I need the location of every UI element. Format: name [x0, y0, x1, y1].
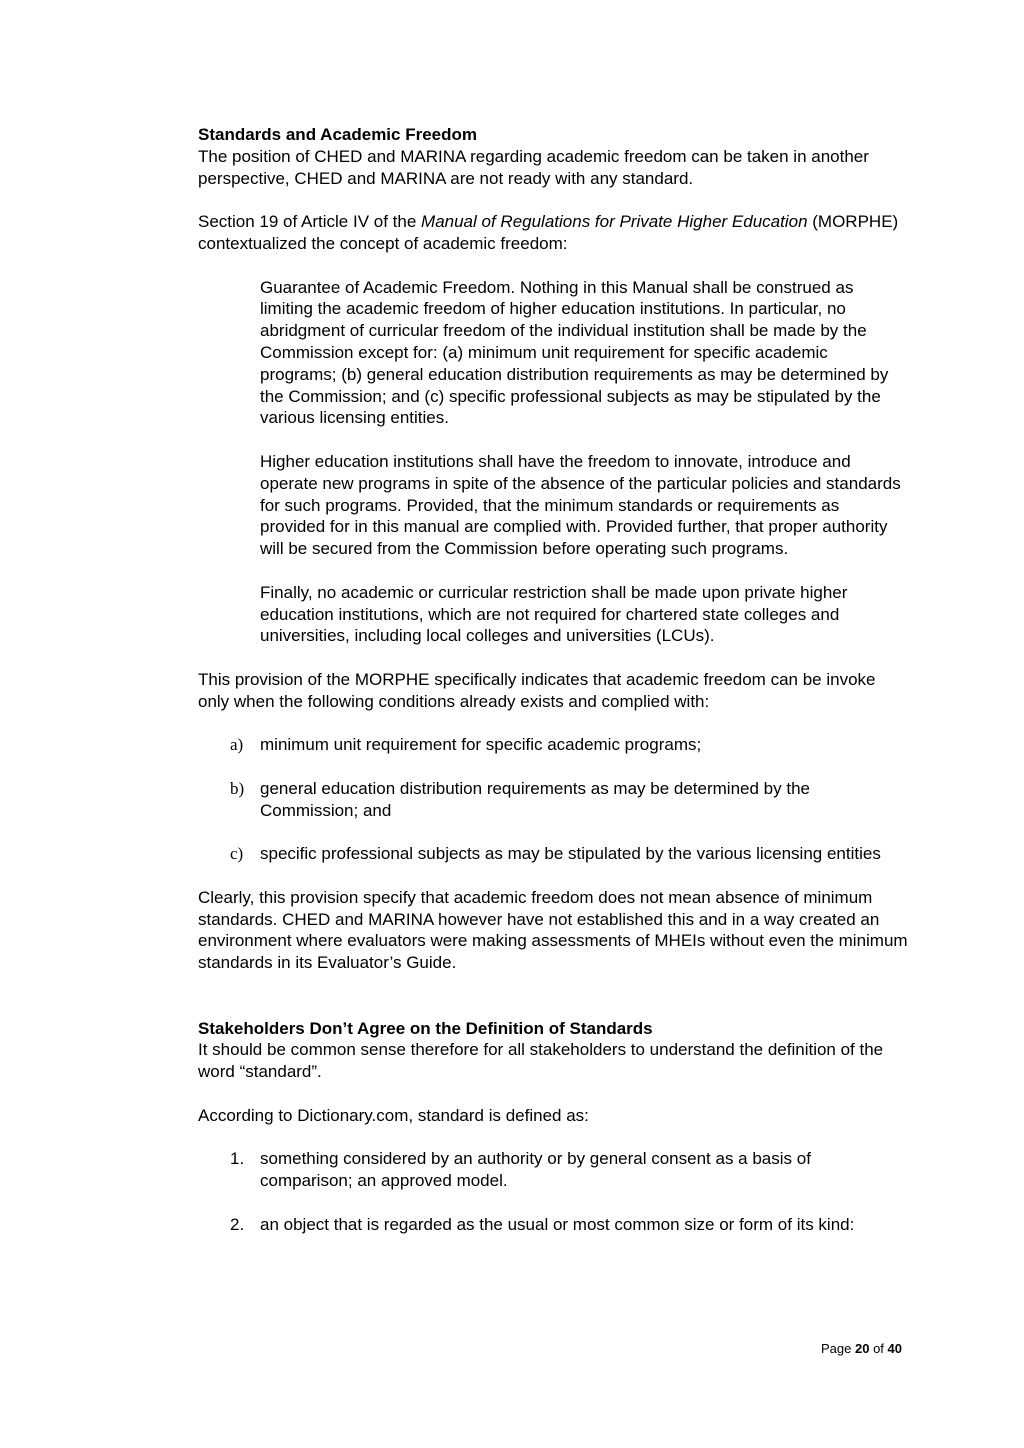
manual-title: Manual of Regulations for Private Higher Education	[421, 212, 808, 232]
total-pages: 40	[887, 1341, 902, 1356]
quote-paragraph: Finally, no academic or curricular restriction shall be made upon private higher education institutions, which are not required for chartered state colleges and universities, including local colleges and universities (LCUs).	[260, 582, 848, 646]
page-footer	[821, 1341, 902, 1357]
list-item-text: minimum unit requirement for specific academic programs;	[260, 735, 702, 755]
section-ref-post: (MORPHE) contextualized the concept of academic freedom:	[198, 212, 899, 253]
list-marker: c)	[230, 844, 244, 864]
list-item	[230, 1214, 908, 1236]
list-marker: a)	[230, 735, 244, 755]
list-marker: 2.	[230, 1214, 245, 1234]
quote-paragraph: Guarantee of Academic Freedom. Nothing in this Manual shall be construed as limiting the academic freedom of higher education institutions. In particular, no abridgment of curricular freedom of the individual institution shall be made by the Commission except for: (a) minimum unit requirement for specific academic programs; (b) general education distribution requirements as may be determined by the Commission; and (c) specific professional subjects as may be stipulated by the various licensing entities.	[260, 277, 889, 428]
list-item	[230, 778, 908, 822]
list-marker: 1.	[230, 1149, 245, 1169]
list-item-text: general education distribution requirements as may be determined by the Commission; and	[260, 778, 810, 820]
list-marker: b)	[230, 778, 245, 798]
dictionary-intro-paragraph: According to Dictionary.com, standard is defined as:	[198, 1105, 589, 1125]
section-ref-pre: Section 19 of Article IV of the	[198, 212, 422, 232]
list-item-text: something considered by an authority or by general consent as a basis of comparison; an approved model.	[260, 1149, 811, 1191]
page-number: 20	[854, 1341, 870, 1356]
section-heading-standards: Standards and Academic Freedom	[198, 125, 478, 144]
section-reference-paragraph	[198, 211, 908, 255]
definitions-list	[230, 1148, 908, 1235]
document-page	[198, 124, 908, 1257]
conditions-list	[230, 734, 908, 865]
of-label: of	[873, 1341, 884, 1356]
quote-paragraph: Higher education institutions shall have the freedom to innovate, introduce and operate new programs in spite of the absence of the particular policies and standards for such programs. Provided, that the minimum standards or requirements as provided for in this manual are complied with. Provided further, that proper authority will be secured from the Commission before operating such programs.	[260, 451, 901, 559]
stakeholders-intro-paragraph: It should be common sense therefore for all stakeholders to understand the definition of the word “standard”.	[198, 1040, 884, 1082]
list-item	[230, 1148, 908, 1192]
section-spacer	[198, 996, 908, 1018]
intro-paragraph: The position of CHED and MARINA regarding academic freedom can be taken in another perspective, CHED and MARINA are not ready with any standard.	[198, 146, 869, 188]
provision-paragraph: This provision of the MORPHE specifically indicates that academic freedom can be invoke only when the following conditions already exists and complied with:	[198, 669, 876, 711]
list-item	[230, 843, 908, 865]
list-item-text: specific professional subjects as may be stipulated by the various licensing entities	[260, 844, 881, 864]
page-label: Page	[820, 1341, 852, 1356]
list-item-text: an object that is regarded as the usual or most common size or form of its kind:	[260, 1214, 855, 1234]
conclusion-paragraph: Clearly, this provision specify that academic freedom does not mean absence of minimum standards. CHED and MARINA however have not established this and in a way created an environment where evaluators were making assessments of MHEIs without even the minimum standards in its Evaluator’s Guide.	[198, 887, 908, 973]
section-heading-stakeholders: Stakeholders Don’t Agree on the Definition of Standards	[198, 1018, 653, 1038]
list-item	[230, 734, 908, 756]
